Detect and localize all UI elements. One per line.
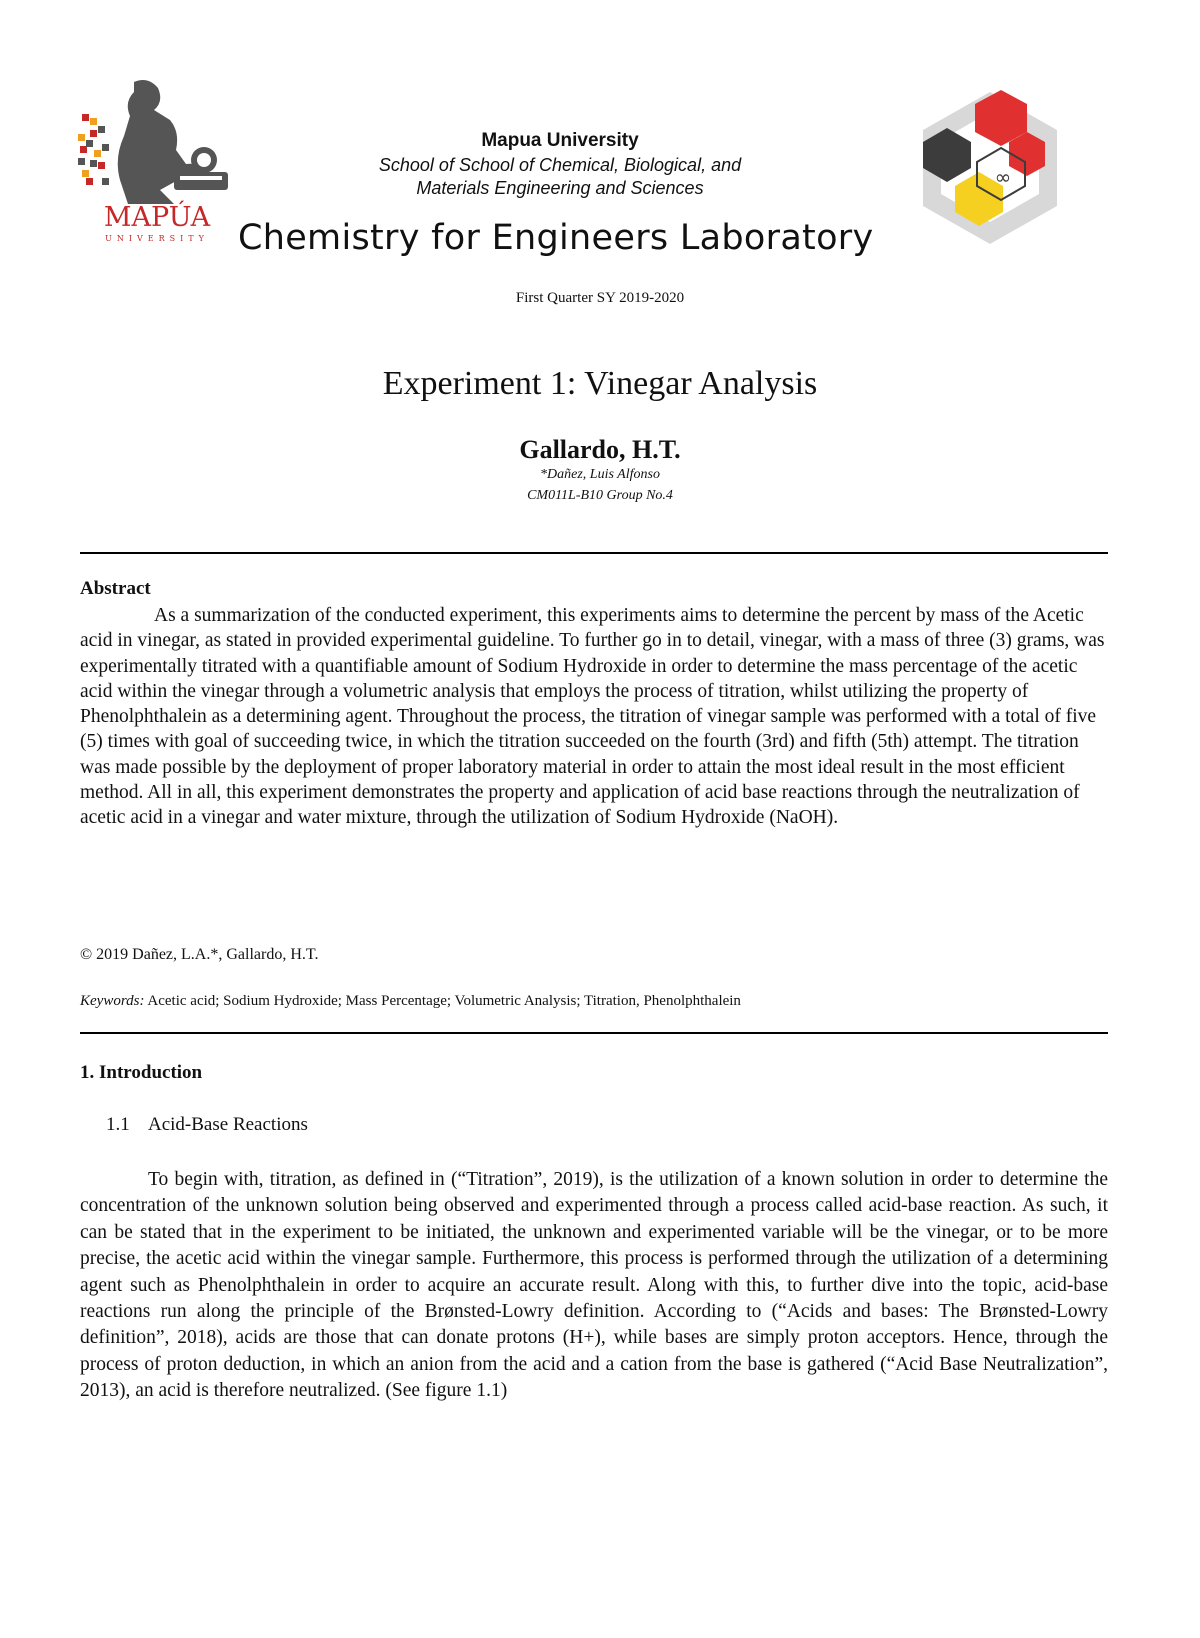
introduction-heading: 1. Introduction	[80, 1062, 203, 1083]
divider-top	[80, 552, 1108, 554]
author-name: Gallardo, H.T.	[519, 435, 681, 464]
school-year: First Quarter SY 2019-2020	[515, 290, 685, 306]
university-name: Mapua University	[481, 130, 639, 151]
keywords-label: Keywords:	[80, 993, 145, 1009]
infinity-icon: ∞	[994, 165, 1012, 189]
subsection-heading	[106, 1114, 308, 1136]
department-hexagon-logo	[915, 88, 1065, 248]
subsection-number: 1.1	[106, 1114, 130, 1135]
copyright-notice: © 2019 Dañez, L.A.*, Gallardo, H.T.	[80, 946, 319, 963]
coauthor-name: *Dañez, Luis Alfonso	[540, 467, 660, 482]
mapua-university-logo	[76, 74, 238, 246]
logo-wordmark: MAPÚA	[103, 202, 211, 233]
introduction-body: To begin with, titration, as defined in (“Titration”, 2019), is the utilization of a known solution in order to determine the concentration of the unknown solution being observed and experimented through a process called acid-base reaction. As such, it can be stated that in the experiment to be initiated, the unknown and experimented variable will be the vinegar, or to be more precise, the acetic acid within the vinegar sample. Furthermore, this process is performed through the utilization of a determining agent such as Phenolphthalein in order to acquire an accurate result. Along with this, to further dive into the topic, acid-base reactions run along the principle of the Brønsted-Lowry definition. According to (“Acids and bases: The Brønsted-Lowry definition”, 2018), acids are those that can donate protons (H+), while bases are simply proton acceptors. Hence, through the process of proton deduction, in which an anion from the acid and a cation from the base is gathered (“Acid Base Neutralization”, 2013), an acid is therefore neutralized. (See figure 1.1)	[80, 1169, 1108, 1402]
abstract-heading: Abstract	[80, 578, 151, 599]
keywords-line	[80, 993, 741, 1010]
abstract-body: As a summarization of the conducted experiment, this experiments aims to determine the percent by mass of the Acetic acid in vinegar, as stated in provided experimental guideline. To further go in to detail, vinegar, with a mass of three (3) grams, was experimentally titrated with a quantifiable amount of Sodium Hydroxide in order to determine the mass percentage of the acetic acid within the vinegar through a volumetric analysis that employs the process of titration, whilst utilizing the property of Phenolphthalein as a determining agent. Throughout the process, the titration of vinegar sample was performed with a total of five (5) times with goal of succeeding twice, in which the titration succeeded on the fourth (3rd) and fifth (5th) attempt. The titration was made possible by the deployment of proper laboratory material in order to attain the most ideal result in the most efficient method. All in all, this experiment demonstrates the property and application of acid base reactions through the neutralization of acetic acid in a vinegar and water mixture, through the utilization of Sodium Hydroxide (NaOH).	[80, 605, 1105, 829]
logo-subtext: UNIVERSITY	[105, 234, 209, 243]
introduction-paragraph	[80, 1167, 1108, 1405]
paper-title: Experiment 1: Vinegar Analysis	[382, 365, 818, 402]
keywords-text: Acetic acid; Sodium Hydroxide; Mass Percentage; Volumetric Analysis; Titration, Phenolphthalein	[147, 993, 741, 1009]
abstract-text	[80, 603, 1108, 831]
group-label: CM011L-B10 Group No.4	[527, 488, 673, 503]
subsection-title: Acid-Base Reactions	[148, 1114, 308, 1135]
school-name-line1: School of School of Chemical, Biological, and	[378, 155, 742, 175]
divider-keywords	[80, 1032, 1108, 1034]
lab-title: Chemistry for Engineers Laboratory	[238, 218, 874, 258]
school-name-line2: Materials Engineering and Sciences	[416, 178, 704, 198]
